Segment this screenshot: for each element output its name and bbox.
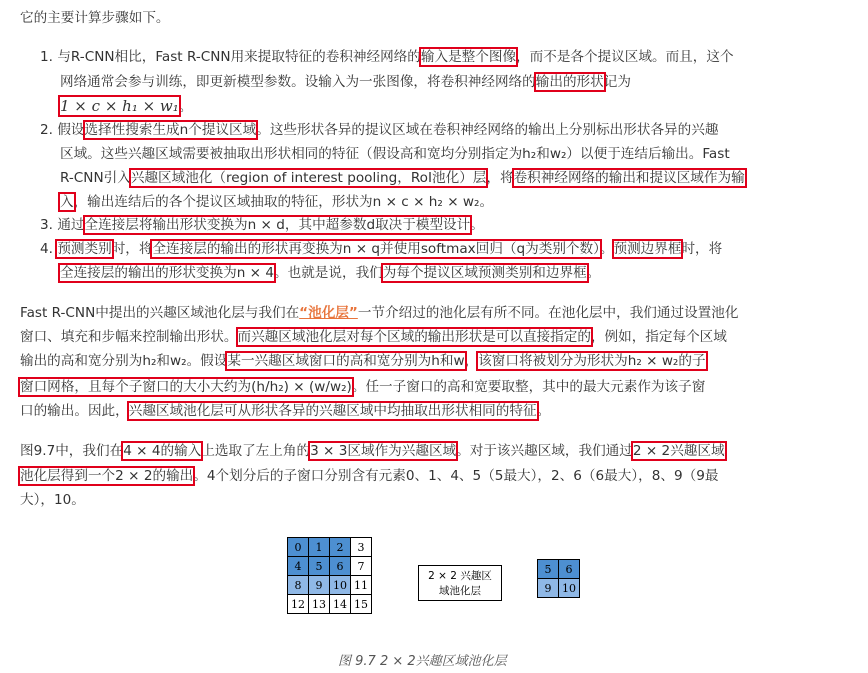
para2-line-2 <box>20 326 727 348</box>
step-4-line-1 <box>40 238 722 260</box>
highlight-box: 3 × 3区域作为兴趣区域 <box>310 443 457 459</box>
highlight-box: 全连接层的输出的形状变换为n × 4 <box>60 265 275 281</box>
highlight-box: 全连接层的输出的形状再变换为n × q并使用softmax回归（q为类别个数） <box>152 241 600 257</box>
step-text: ，而不是各个提议区域。而且，这个 <box>516 49 734 65</box>
para-text: 。任一子窗口的高和宽要取整，其中的最大元素作为该子窗 <box>351 379 706 395</box>
input-grid-4x4 <box>287 537 372 614</box>
highlight-box: 兴趣区域池化层可从形状各异的兴趣区域中均抽取出形状相同的特征 <box>128 403 537 419</box>
step-text: 与R-CNN相比，Fast R-CNN用来提取特征的卷积神经网络的 <box>57 49 421 65</box>
highlight-box: 某一兴趣区域窗口的高和宽分别为h和w <box>227 353 465 369</box>
grid-cell: 5 <box>538 560 559 579</box>
grid-cell: 8 <box>288 576 309 595</box>
grid-cell: 4 <box>288 557 309 576</box>
highlight-box: 而兴趣区域池化层对每个区域的输出形状是可以直接指定的 <box>237 329 591 345</box>
highlight-box: 输出的形状 <box>535 74 604 90</box>
para3-line-3: 大），10。 <box>20 492 85 508</box>
grid-cell: 14 <box>330 595 351 614</box>
para-text: 口的输出。因此， <box>20 403 129 419</box>
para-text: Fast R-CNN中提出的兴趣区域池化层与我们在 <box>20 305 300 321</box>
figure-caption: 图 9.7 2 × 2兴趣区域池化层 <box>338 654 507 669</box>
step-text: 网络通常会参与训练，即更新模型参数。设输入为一张图像，将卷积神经网络的 <box>60 74 536 90</box>
math-expression: 1 × c × h₁ × w₁ <box>60 97 179 115</box>
roi-pooling-layer-box <box>418 565 502 601</box>
grid-cell: 15 <box>351 595 372 614</box>
grid-cell: 11 <box>351 576 372 595</box>
step-text: 通过 <box>57 217 85 233</box>
grid-cell: 10 <box>330 576 351 595</box>
output-grid-2x2 <box>537 559 580 598</box>
highlight-box: 选择性搜索生成n个提议区域 <box>84 122 257 138</box>
step-text: ，将 <box>486 170 514 186</box>
highlight-box: 该窗口将被划分为形状为h₂ × w₂的子 <box>478 353 706 369</box>
highlight-box: 预测类别 <box>57 241 112 257</box>
para-text: ，例如，指定每个区域 <box>590 329 727 345</box>
para-text: ， <box>464 353 479 369</box>
highlight-box: 入 <box>60 194 74 210</box>
grid-cell: 9 <box>538 579 559 598</box>
step-1-line-3 <box>60 95 192 118</box>
para3-line-1 <box>20 440 725 462</box>
step-3-line-1 <box>40 214 484 236</box>
step-text: 。 <box>178 99 193 115</box>
grid-cell: 13 <box>309 595 330 614</box>
step-text: ，输出连结后的各个提议区域抽取的特征，形状为n × c × h₂ × w₂。 <box>73 194 494 210</box>
para-text: 上选取了左上角的 <box>201 443 311 459</box>
para2-line-3 <box>20 350 706 372</box>
grid-cell: 9 <box>309 576 330 595</box>
layer-label-line-1: 2 × 2 兴趣区 <box>428 570 492 582</box>
layer-label-line-2: 域池化层 <box>439 585 481 597</box>
grid-cell: 10 <box>559 579 580 598</box>
step-text: 时，将 <box>111 241 153 257</box>
step-2-line-4 <box>60 191 493 213</box>
step-2-line-1 <box>40 119 718 141</box>
step-1-line-1 <box>40 46 734 68</box>
highlight-box: 为每个提议区域预测类别和边界框 <box>382 265 587 281</box>
grid-cell: 12 <box>288 595 309 614</box>
grid-cell: 1 <box>309 538 330 557</box>
grid-cell: 5 <box>309 557 330 576</box>
highlight-box: 2 × 2兴趣区域 <box>632 443 725 459</box>
intro-text: 它的主要计算步骤如下。 <box>20 10 170 26</box>
grid-cell: 6 <box>330 557 351 576</box>
step-text: 。这些形状各异的提议区域在卷积神经网络的输出上分别标出形状各异的兴趣 <box>256 122 719 138</box>
grid-cell: 6 <box>559 560 580 579</box>
step-text: 。也就是说，我们 <box>274 265 383 281</box>
step-number: 3. <box>40 217 53 233</box>
highlight-box: 卷积神经网络的输出和提议区域作为输 <box>513 170 745 186</box>
step-text: 。 <box>586 265 601 281</box>
step-1-line-2 <box>60 71 631 93</box>
grid-cell: 0 <box>288 538 309 557</box>
para2-line-4 <box>20 376 705 398</box>
step-text: 假设 <box>57 122 85 138</box>
step-text: 记为 <box>603 74 631 90</box>
step-2-line-3 <box>60 167 745 189</box>
para-text: 输出的高和宽分别为h₂和w₂。假设 <box>20 353 228 369</box>
step-number: 4. <box>40 241 53 257</box>
highlight-box: 4 × 4的输入 <box>123 443 202 459</box>
step-text: 时，将 <box>681 241 723 257</box>
highlight-box: 兴趣区域池化（region of interest pooling，RoI池化）层 <box>130 170 487 186</box>
step-text: 。 <box>470 217 484 233</box>
highlight-box: 窗口网格，且每个子窗口的大小大约为(h/h₂) × (w/w₂) <box>20 379 352 395</box>
step-number: 2. <box>40 122 53 138</box>
para-text: 。 <box>536 403 551 419</box>
para-text: 图9.7中，我们在 <box>20 443 124 459</box>
para-text: 窗口、填充和步幅来控制输出形状。 <box>20 329 238 345</box>
para3-line-2 <box>20 465 718 487</box>
step-2-line-2: 区域。这些兴趣区域需要被抽取出形状相同的特征（假设高和宽均分别指定为h₂和w₂）以便于连结后输出。Fast <box>60 146 730 162</box>
para-text: 。对于该兴趣区域，我们通过 <box>456 443 633 459</box>
step-text: R-CNN引入 <box>60 170 131 186</box>
step-4-line-2 <box>60 262 600 284</box>
grid-cell: 3 <box>351 538 372 557</box>
para2-line-1 <box>20 302 738 324</box>
highlight-box: 输入是整个图像 <box>420 49 517 65</box>
step-number: 1. <box>40 49 53 65</box>
para-text: 。4个划分后的子窗口分别含有元素0、1、4、5（5最大），2、6（6最大），8、9（9最 <box>193 468 719 484</box>
para2-line-5 <box>20 400 550 422</box>
pooling-section-link[interactable]: “池化层” <box>299 305 358 321</box>
grid-cell: 7 <box>351 557 372 576</box>
highlight-box: 池化层得到一个2 × 2的输出 <box>20 468 194 484</box>
step-text: 。 <box>599 241 614 257</box>
para-text: 一节介绍过的池化层有所不同。在池化层中，我们通过设置池化 <box>357 305 739 321</box>
highlight-box: 全连接层将输出形状变换为n × d，其中超参数d取决于模型设计 <box>84 217 471 233</box>
grid-cell: 2 <box>330 538 351 557</box>
highlight-box: 预测边界框 <box>613 241 682 257</box>
